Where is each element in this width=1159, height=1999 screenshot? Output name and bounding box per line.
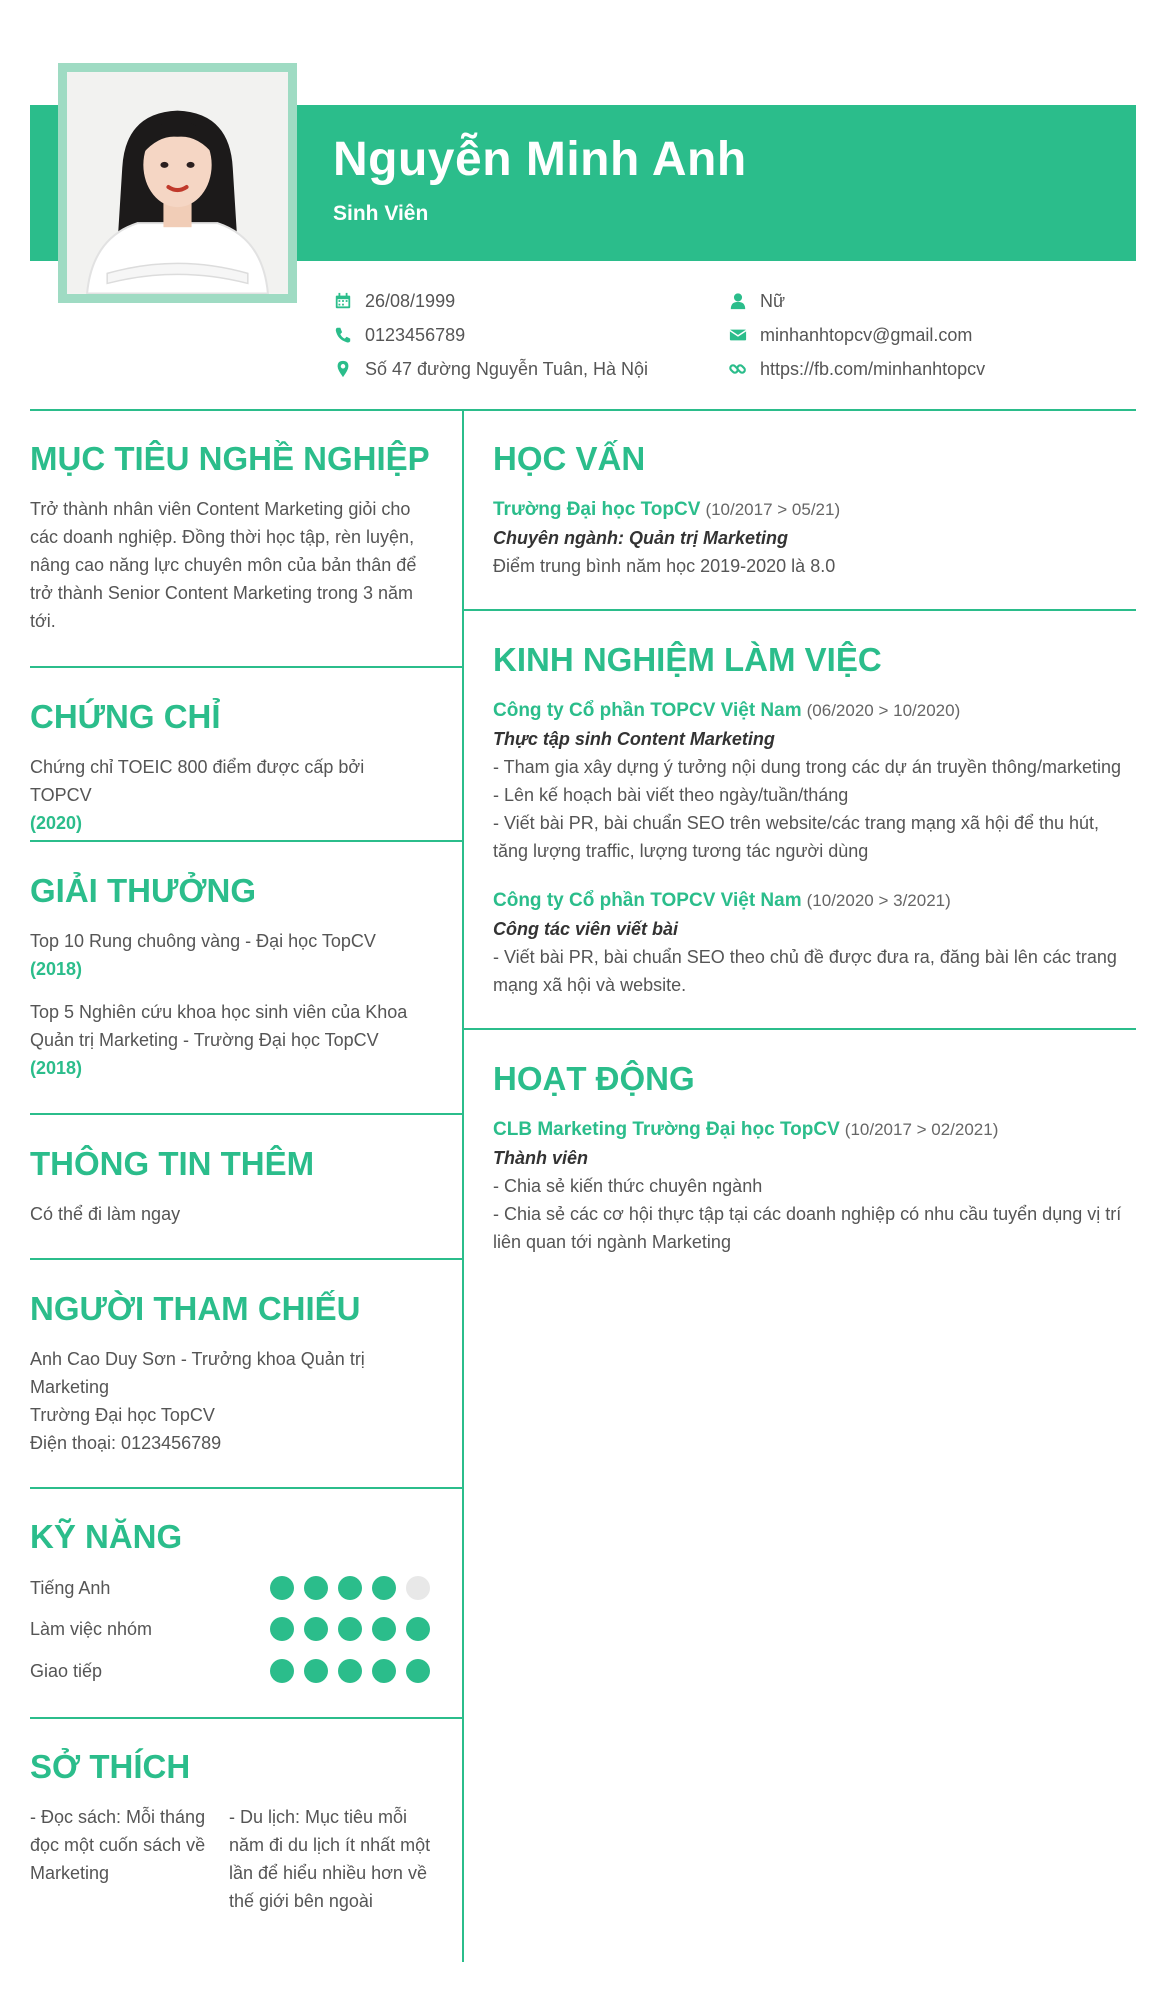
contact-birthday <box>333 289 455 313</box>
section-divider <box>30 1258 462 1260</box>
activity-item <box>493 1115 1123 1256</box>
reference-name: Anh Cao Duy Sơn - Trưởng khoa Quản trị Marketing <box>30 1349 365 1397</box>
rating-dot-filled <box>338 1659 362 1683</box>
activity-detail: - Chia sẻ các cơ hội thực tập tại các doanh nghiệp có nhu cầu tuyển dụng vị trí liên quan tới ngành Marketing <box>493 1204 1122 1252</box>
section-divider <box>30 1717 462 1719</box>
experience-heading: KINH NGHIỆM LÀM VIỆC <box>493 641 882 678</box>
contact-website[interactable] <box>728 357 985 381</box>
skill-rating <box>270 1659 430 1683</box>
award-year: (2018) <box>30 1058 83 1078</box>
education-major: Chuyên ngành: Quản trị Marketing <box>493 528 789 548</box>
rating-dot-filled <box>338 1617 362 1641</box>
certificate-text: Chứng chỉ TOEIC 800 điểm được cấp bởi TOPCV <box>30 757 365 805</box>
section-divider <box>30 840 462 842</box>
references-block <box>30 1345 370 1457</box>
objective-heading: MỤC TIÊU NGHỀ NGHIỆP <box>30 440 430 477</box>
rating-dot-filled <box>406 1659 430 1683</box>
more-info-text: Có thể đi làm ngay <box>30 1204 181 1224</box>
education-gpa: Điểm trung bình năm học 2019-2020 là 8.0 <box>493 556 836 576</box>
section-divider <box>30 1113 462 1115</box>
profile-photo-frame <box>58 63 297 303</box>
portrait-illustration <box>67 72 288 294</box>
skill-rating <box>270 1576 430 1600</box>
skill-name: Làm việc nhóm <box>30 1618 153 1639</box>
section-divider <box>30 1487 462 1489</box>
awards-heading: GIẢI THƯỞNG <box>30 872 257 909</box>
reference-phone: Điện thoại: 0123456789 <box>30 1433 222 1453</box>
contact-email[interactable] <box>728 323 972 347</box>
candidate-title: Sinh Viên <box>333 202 429 225</box>
map-pin-icon <box>333 359 353 379</box>
skill-row <box>30 1573 430 1603</box>
rating-dot-empty <box>406 1576 430 1600</box>
job-detail: - Tham gia xây dựng ý tưởng nội dung trong các dự án truyền thông/marketing <box>493 757 1121 777</box>
hobby-reading: - Đọc sách: Mỗi tháng đọc một cuốn sách về Marketing <box>30 1807 206 1883</box>
certificates-heading: CHỨNG CHỈ <box>30 698 221 735</box>
experience-item <box>493 886 1123 999</box>
award-item <box>30 998 430 1082</box>
skill-rating <box>270 1617 430 1641</box>
calendar-icon <box>333 291 353 311</box>
rating-dot-filled <box>304 1576 328 1600</box>
job-detail: - Viết bài PR, bài chuẩn SEO theo chủ đề được đưa ra, đăng bài lên các trang mạng xã hội và website. <box>493 947 1117 995</box>
company-name: Công ty Cổ phần TOPCV Việt Nam <box>493 890 802 911</box>
activity-detail: - Chia sẻ kiến thức chuyên ngành <box>493 1176 763 1196</box>
link-icon <box>728 359 748 379</box>
education-period: (10/2017 > 05/21) <box>705 500 841 519</box>
award-year: (2018) <box>30 959 83 979</box>
contact-address <box>333 357 648 381</box>
certificate-year: (2020) <box>30 813 83 833</box>
rating-dot-filled <box>270 1617 294 1641</box>
school-name: Trường Đại học TopCV <box>493 499 701 520</box>
rating-dot-filled <box>372 1659 396 1683</box>
education-block <box>493 495 1113 580</box>
rating-dot-filled <box>270 1576 294 1600</box>
email-text[interactable]: minhanhtopcv@gmail.com <box>760 324 973 345</box>
website-link[interactable]: https://fb.com/minhanhtopcv <box>760 358 986 379</box>
job-detail: - Lên kế hoạch bài viết theo ngày/tuần/tháng <box>493 785 849 805</box>
gender-text: Nữ <box>760 290 786 311</box>
job-period: (10/2020 > 3/2021) <box>806 891 951 910</box>
phone-text: 0123456789 <box>365 324 466 345</box>
rating-dot-filled <box>406 1617 430 1641</box>
rating-dot-filled <box>304 1617 328 1641</box>
references-heading: NGƯỜI THAM CHIẾU <box>30 1290 361 1327</box>
job-detail: - Viết bài PR, bài chuẩn SEO trên website/các trang mạng xã hội để thu hút, tăng lượng traffic, lượng tương tác người dùng <box>493 813 1100 861</box>
skill-name: Tiếng Anh <box>30 1577 111 1598</box>
hobbies-heading: SỞ THÍCH <box>30 1748 191 1785</box>
user-icon <box>728 291 748 311</box>
profile-photo <box>67 72 288 294</box>
more-info-heading: THÔNG TIN THÊM <box>30 1145 315 1182</box>
certificate-item <box>30 753 430 837</box>
rating-dot-filled <box>372 1576 396 1600</box>
section-divider <box>462 1028 1136 1030</box>
company-name: Công ty Cổ phần TOPCV Việt Nam <box>493 700 802 721</box>
envelope-icon <box>728 325 748 345</box>
header-divider <box>30 409 1136 411</box>
skill-row <box>30 1656 430 1686</box>
objective-text: Trở thành nhân viên Content Marketing giỏi cho các doanh nghiệp. Đồng thời học tập, rèn luyện, nâng cao năng lực chuyên môn của bản thân để trở thành Senior Content Marketing trong 3 năm tới. <box>30 499 417 631</box>
skill-name: Giao tiếp <box>30 1660 103 1681</box>
contact-gender <box>728 289 785 313</box>
award-item <box>30 927 430 983</box>
section-divider <box>30 666 462 668</box>
education-heading: HỌC VẤN <box>493 440 646 477</box>
rating-dot-filled <box>372 1617 396 1641</box>
reference-org: Trường Đại học TopCV <box>30 1405 215 1425</box>
hobby-travel: - Du lịch: Mục tiêu mỗi năm đi du lịch ít nhất một lần để hiểu nhiều hơn về thế giới bên ngoài <box>229 1807 431 1911</box>
rating-dot-filled <box>270 1659 294 1683</box>
skills-heading: KỸ NĂNG <box>30 1518 183 1555</box>
job-role: Công tác viên viết bài <box>493 919 679 939</box>
rating-dot-filled <box>338 1576 362 1600</box>
activity-period: (10/2017 > 02/2021) <box>844 1120 999 1139</box>
award-text: Top 5 Nghiên cứu khoa học sinh viên của Khoa Quản trị Marketing - Trường Đại học TopCV <box>30 1002 408 1050</box>
rating-dot-filled <box>304 1659 328 1683</box>
candidate-name: Nguyễn Minh Anh <box>333 133 747 186</box>
award-text: Top 10 Rung chuông vàng - Đại học TopCV <box>30 931 376 951</box>
phone-icon <box>333 325 353 345</box>
experience-item <box>493 696 1123 865</box>
section-divider <box>462 609 1136 611</box>
activity-role: Thành viên <box>493 1148 589 1168</box>
contact-phone <box>333 323 465 347</box>
birthday-text: 26/08/1999 <box>365 290 456 311</box>
activities-heading: HOẠT ĐỘNG <box>493 1060 695 1097</box>
job-period: (06/2020 > 10/2020) <box>806 701 961 720</box>
activity-org: CLB Marketing Trường Đại học TopCV <box>493 1119 840 1140</box>
column-divider <box>462 409 464 1962</box>
skill-row <box>30 1614 430 1644</box>
job-role: Thực tập sinh Content Marketing <box>493 729 775 749</box>
address-text: Số 47 đường Nguyễn Tuân, Hà Nội <box>365 358 649 379</box>
